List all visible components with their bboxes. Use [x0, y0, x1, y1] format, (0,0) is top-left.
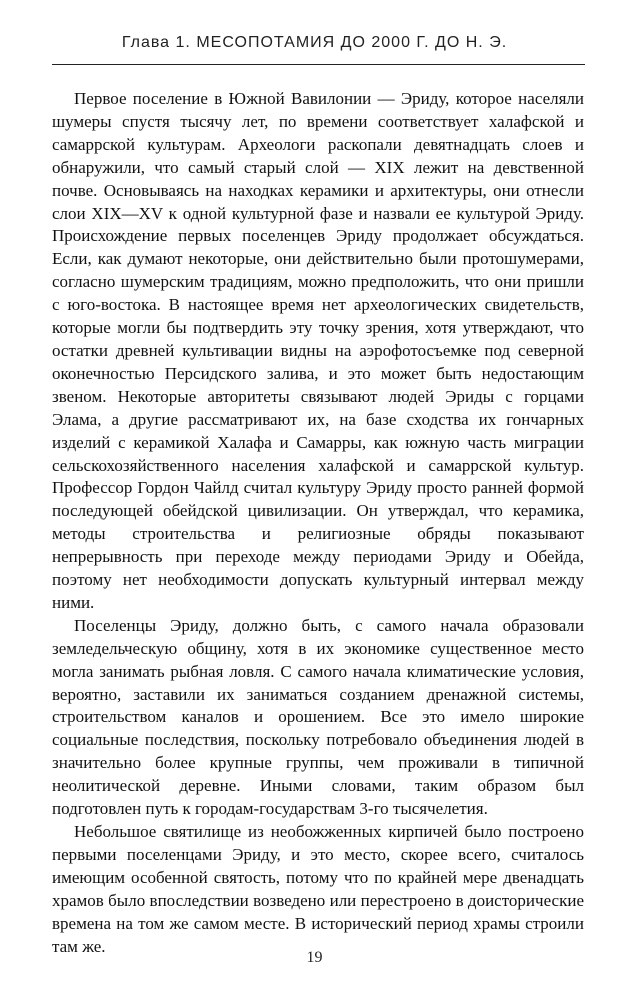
body-text [52, 88, 584, 958]
paragraph-2: Поселенцы Эриду, должно быть, с самого начала образовали земледельческую общину, хотя в их экономике существенное место могла занимать рыбная ловля. С самого начала климатические условия, вероятно, заставили их заниматься созданием дренажной системы, строительством каналов и орошением. Все это имело широкие социальные последствия, поскольку потребовало объединения людей в значительно более крупные группы, чем проживали в типичной неолитической деревне. Иными словами, таким образом был подготовлен путь к городам-государствам 3-го тысячелетия. [52, 615, 584, 819]
running-header: Глава 1. МЕСОПОТАМИЯ ДО 2000 Г. ДО Н. Э. [121, 34, 508, 51]
paragraph-1: Первое поселение в Южной Вавилонии — Эриду, которое населяли шумеры спустя тысячу лет, по времени соответствует халафской и самаррской культурам. Археологи раскопали девятнадцать слоев и обнаружили, что самый старый слой — XIX лежит на девственной почве. Основываясь на находках керамики и архитектуры, они отнесли слои XIX—XV к одной культурной фазе и назвали ее культурой Эриду. Происхождение первых поселенцев Эриду продолжает обсуждаться. Если, как думают некоторые, они действительно были протошумерами, согласно шумерским традициям, можно предположить, что они пришли с юго-востока. В настоящее время нет археологических свидетельств, которые могли бы подтвердить эту точку зрения, хотя утверждают, что остатки древней культивации видны на аэрофотосъемке под северной оконечностью Персидского залива, и это может быть недостающим звеном. Некоторые авторитеты связывают людей Эриды с горцами Элама, а другие рассматривают их, на базе сходства их гончарных изделий с керамикой Халафа и Самарры, как южную часть миграции сельскохозяйственного населения халафской и самаррской культур. Профессор Гордон Чайлд считал культуру Эриду просто ранней формой последующей обейдской цивилизации. Он утверждал, что керамика, методы строительства и религиозные обряды показывают непрерывность при переходе между периодами Эриду и Обейда, поэтому нет необходимости допускать культурный интервал между ними. [52, 89, 584, 612]
page-number: 19 [306, 949, 323, 966]
paragraph-3: Небольшое святилище из необожженных кирпичей было построено первыми поселенцами Эриду, и это место, скорее всего, считалось имеющим особенной святость, потому что по крайней мере двенадцать храмов было впоследствии возведено или перестроено в доисторические времена на том же самом месте. В исторический период храмы строили там же. [52, 822, 584, 956]
header-rule [52, 64, 585, 65]
